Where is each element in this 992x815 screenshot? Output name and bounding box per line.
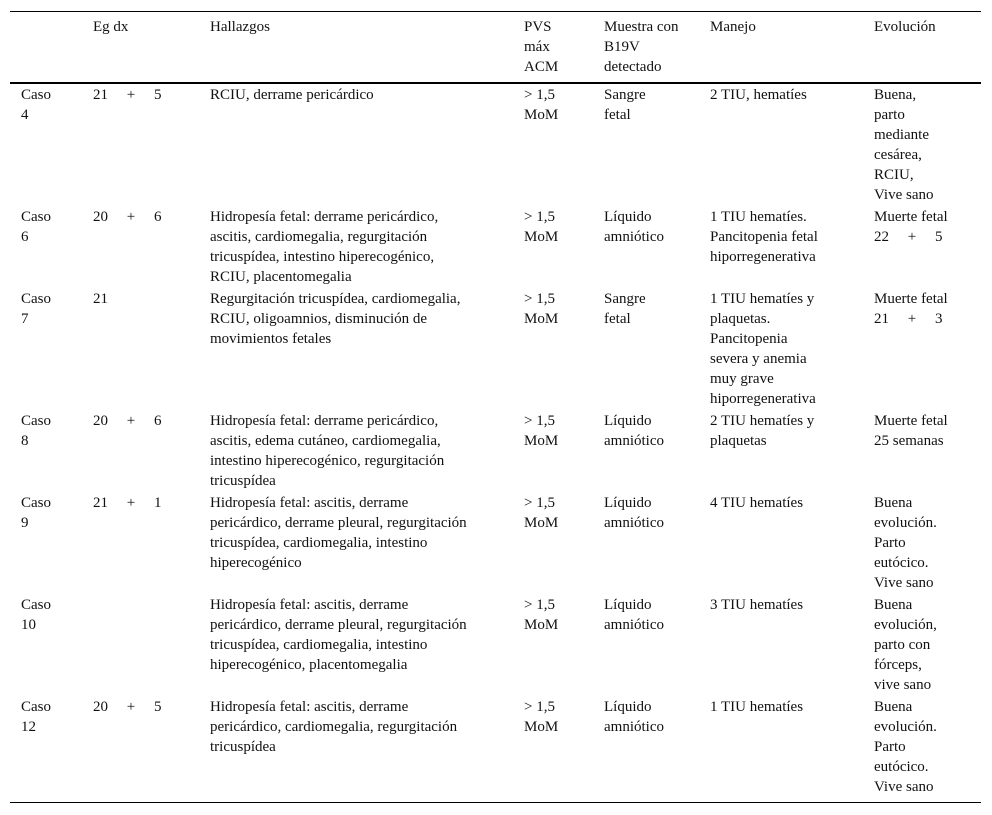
pvs-cell: > 1,5 MoM bbox=[524, 699, 559, 735]
header-rule bbox=[10, 82, 981, 84]
manejo-cell: 4 TIU hematíes bbox=[710, 495, 804, 511]
header-eg-dx: Eg dx bbox=[93, 19, 129, 35]
top-rule bbox=[10, 11, 981, 12]
case-cell: Caso 12 bbox=[21, 699, 51, 735]
muestra-cell: Líquido amniótico bbox=[604, 413, 664, 449]
case-cell: Caso 6 bbox=[21, 209, 51, 245]
evolucion-cell: Muerte fetal 21 + 3 bbox=[874, 291, 948, 327]
pvs-cell: > 1,5 MoM bbox=[524, 495, 559, 531]
hallazgos-cell: Hidropesía fetal: ascitis, derrame pericárdico, derrame pleural, regurgitación tricuspídea, cardiomegalia, intestino hiperecogénico bbox=[210, 495, 467, 571]
evolucion-cell: Buena evolución. Parto eutócico. Vive sano bbox=[874, 699, 937, 795]
header-muestra: Muestra con B19V detectado bbox=[604, 19, 679, 75]
eg-cell: 20 + 6 bbox=[93, 209, 162, 225]
hallazgos-cell: Hidropesía fetal: derrame pericárdico, ascitis, edema cutáneo, cardiomegalia, intestino hiperecogénico, regurgitación tricuspídea bbox=[210, 413, 445, 489]
manejo-cell: 2 TIU, hematíes bbox=[710, 87, 807, 103]
muestra-cell: Sangre fetal bbox=[604, 87, 646, 123]
eg-cell: 21 bbox=[93, 291, 108, 307]
hallazgos-cell: Hidropesía fetal: derrame pericárdico, ascitis, cardiomegalia, regurgitación tricuspídea, intestino hiperecogénico, RCIU, placentomegalia bbox=[210, 209, 439, 285]
hallazgos-cell: Hidropesía fetal: ascitis, derrame pericárdico, cardiomegalia, regurgitación tricuspídea bbox=[210, 699, 458, 755]
hallazgos-cell: Regurgitación tricuspídea, cardiomegalia, RCIU, oligoamnios, disminución de movimientos fetales bbox=[210, 291, 461, 347]
manejo-cell: 1 TIU hematíes. Pancitopenia fetal hiporregenerativa bbox=[710, 209, 818, 265]
evolucion-cell: Buena evolución. Parto eutócico. Vive sano bbox=[874, 495, 937, 591]
header-hallazgos: Hallazgos bbox=[210, 19, 270, 35]
case-cell: Caso 10 bbox=[21, 597, 51, 633]
case-cell: Caso 7 bbox=[21, 291, 51, 327]
header-pvs: PVS máx ACM bbox=[524, 19, 559, 75]
eg-cell: 20 + 6 bbox=[93, 413, 162, 429]
evolucion-cell: Buena, parto mediante cesárea, RCIU, Vive sano bbox=[874, 87, 934, 203]
muestra-cell: Líquido amniótico bbox=[604, 597, 664, 633]
muestra-cell: Líquido amniótico bbox=[604, 495, 664, 531]
case-cell: Caso 9 bbox=[21, 495, 51, 531]
manejo-cell: 1 TIU hematíes y plaquetas. Pancitopenia severa y anemia muy grave hiporregenerativa bbox=[710, 291, 816, 407]
manejo-cell: 2 TIU hematíes y plaquetas bbox=[710, 413, 815, 449]
evolucion-cell: Muerte fetal 25 semanas bbox=[874, 413, 948, 449]
pvs-cell: > 1,5 MoM bbox=[524, 209, 559, 245]
manejo-cell: 3 TIU hematíes bbox=[710, 597, 804, 613]
eg-cell: 21 + 5 bbox=[93, 87, 162, 103]
header-manejo: Manejo bbox=[710, 19, 756, 35]
pvs-cell: > 1,5 MoM bbox=[524, 87, 559, 123]
header-evolucion: Evolución bbox=[874, 19, 936, 35]
pvs-cell: > 1,5 MoM bbox=[524, 291, 559, 327]
evolucion-cell: Muerte fetal 22 + 5 bbox=[874, 209, 948, 245]
eg-cell: 20 + 5 bbox=[93, 699, 162, 715]
muestra-cell: Sangre fetal bbox=[604, 291, 646, 327]
case-cell: Caso 4 bbox=[21, 87, 51, 123]
muestra-cell: Líquido amniótico bbox=[604, 699, 664, 735]
bottom-rule bbox=[10, 802, 981, 803]
hallazgos-cell: Hidropesía fetal: ascitis, derrame pericárdico, derrame pleural, regurgitación tricuspídea, cardiomegalia, intestino hiperecogénico, placentomegalia bbox=[210, 597, 467, 673]
muestra-cell: Líquido amniótico bbox=[604, 209, 664, 245]
evolucion-cell: Buena evolución, parto con fórceps, vive sano bbox=[874, 597, 937, 693]
pvs-cell: > 1,5 MoM bbox=[524, 413, 559, 449]
pvs-cell: > 1,5 MoM bbox=[524, 597, 559, 633]
case-cell: Caso 8 bbox=[21, 413, 51, 449]
eg-cell: 21 + 1 bbox=[93, 495, 162, 511]
manejo-cell: 1 TIU hematíes bbox=[710, 699, 804, 715]
hallazgos-cell: RCIU, derrame pericárdico bbox=[210, 87, 374, 103]
